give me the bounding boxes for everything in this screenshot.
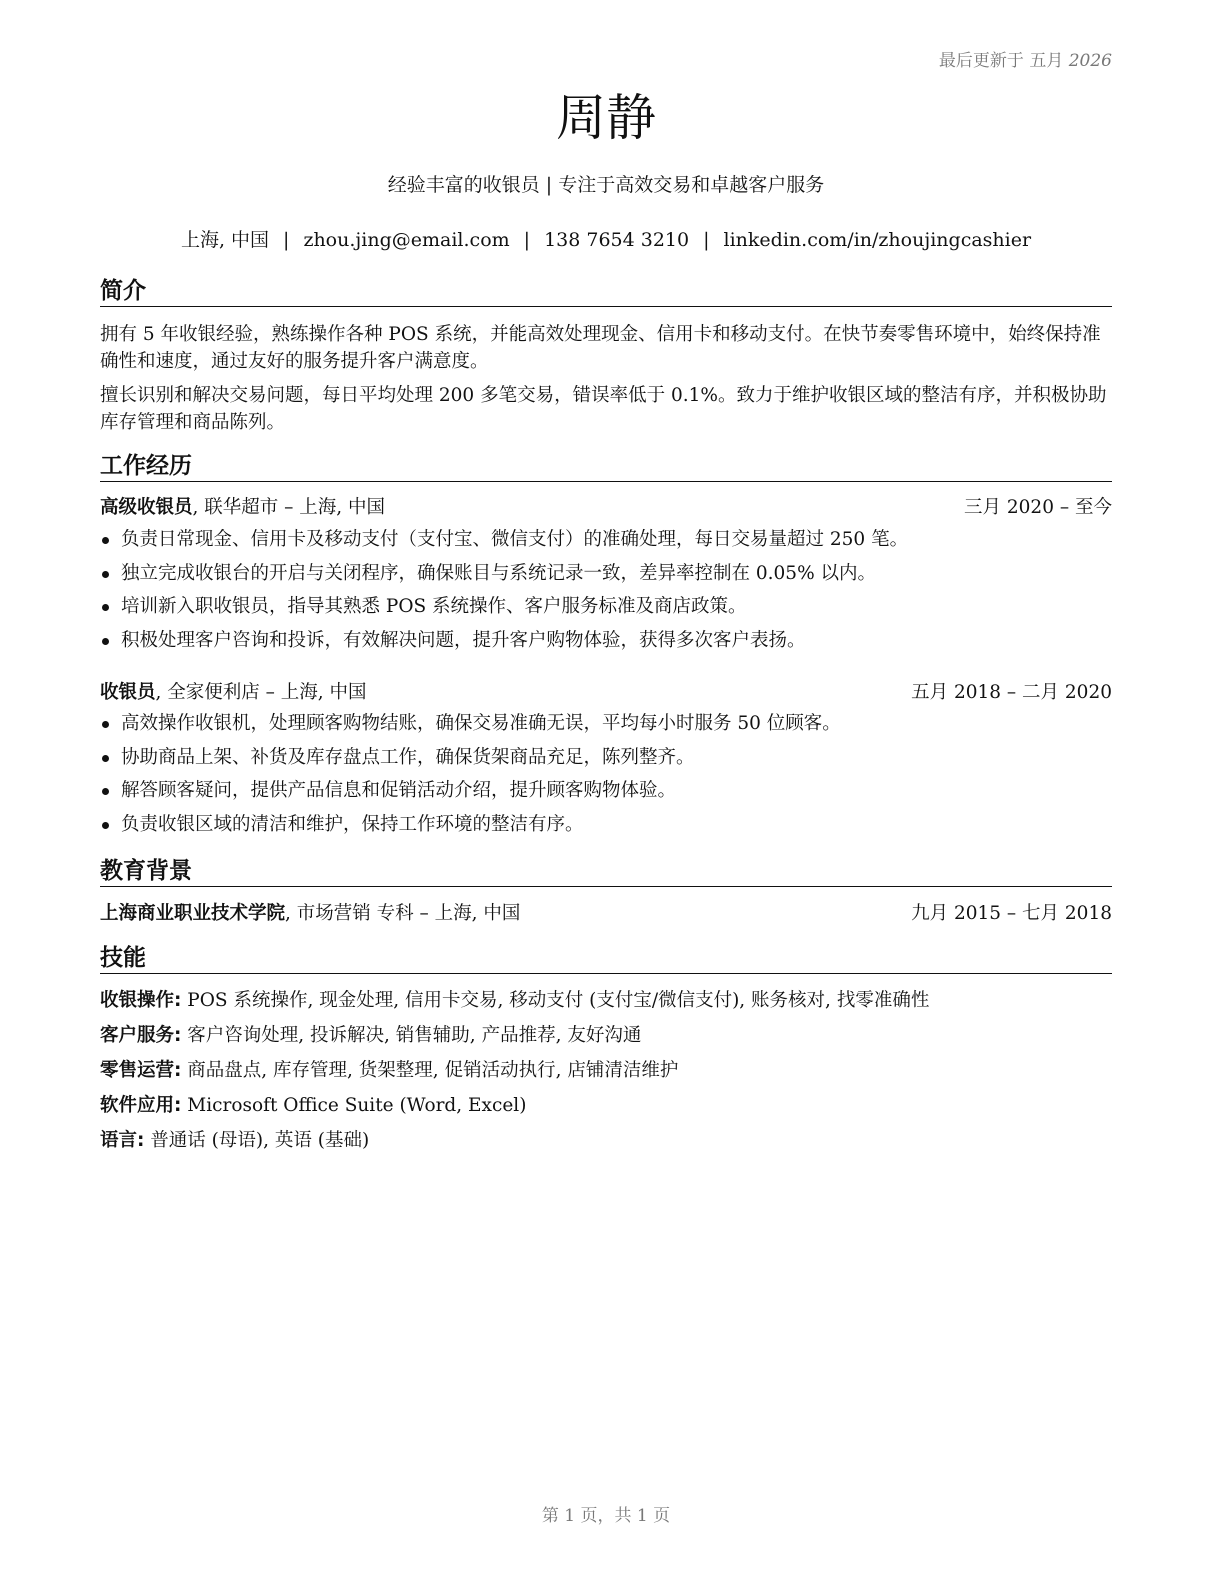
skill-label: 客户服务: [100, 1025, 182, 1046]
skill-label: 零售运营: [100, 1060, 182, 1081]
bullet-text: 负责日常现金、信用卡及移动支付（支付宝、微信支付）的准确处理，每日交易量超过 250 笔。 [121, 529, 909, 550]
job-details: , 联华超市 – 上海, 中国 [192, 497, 386, 518]
job-header [100, 494, 1112, 522]
skill-value: Microsoft Office Suite (Word, Excel) [181, 1095, 527, 1116]
skill-label: 软件应用: [100, 1095, 182, 1116]
job-dates: 五月 2018 – 二月 2020 [911, 682, 1112, 703]
bullet-dot-icon [102, 638, 109, 645]
bullet-text: 协助商品上架、补货及库存盘点工作，确保货架商品充足，陈列整齐。 [121, 746, 695, 768]
bullet-text: 积极处理客户咨询和投诉，有效解决问题，提升客户购物体验，获得多次客户表扬。 [121, 629, 806, 651]
section-title-summary: 简介 [100, 277, 1112, 307]
contact-separator: | [283, 229, 290, 251]
skill-value: 商品盘点, 库存管理, 货架整理, 促销活动执行, 店铺清洁维护 [181, 1060, 679, 1081]
contact-separator: | [523, 229, 531, 251]
skill-row [100, 1057, 1112, 1092]
skill-value: 客户咨询处理, 投诉解决, 销售辅助, 产品推荐, 友好沟通 [181, 1025, 642, 1046]
contact-line [100, 225, 1112, 252]
summary-paragraph: 拥有 5 年收银经验，熟练操作各种 POS 系统，并能高效处理现金、信用卡和移动支付。在快节奏零售环境中，始终保持准确性和速度，通过友好的服务提升客户满意度。 [100, 324, 1101, 372]
skill-label: 语言: [100, 1130, 145, 1151]
job-bullets [100, 710, 1112, 844]
bullet-dot-icon [102, 604, 109, 611]
education-school: 上海商业职业技术学院 [100, 903, 286, 924]
page-number-footer: 第 1 页，共 1 页 [541, 1506, 671, 1526]
bullet-dot-icon [102, 571, 109, 578]
bullet-text: 负责收银区域的清洁和维护，保持工作环境的整洁有序。 [121, 813, 584, 835]
section-title-experience: 工作经历 [100, 452, 1112, 482]
bullet-dot-icon [102, 755, 109, 762]
bullet-dot-icon [102, 721, 109, 728]
job-bullet [100, 811, 1112, 845]
resume-page [100, 0, 1112, 1584]
skill-row [100, 1022, 1112, 1057]
skill-row [100, 987, 1112, 1022]
bullet-dot-icon [102, 788, 109, 795]
job-bullet [100, 560, 1112, 594]
job-dates: 三月 2020 – 至今 [964, 497, 1112, 518]
skill-value: 普通话 (母语), 英语 (基础) [144, 1130, 370, 1151]
bullet-text: 独立完成收银台的开启与关闭程序，确保账目与系统记录一致，差异率控制在 0.05% 以内。 [121, 562, 877, 584]
job-bullet [100, 627, 1112, 661]
job-role: 高级收银员 [100, 497, 193, 518]
skill-value: POS 系统操作, 现金处理, 信用卡交易, 移动支付 (支付宝/微信支付), 账务核对, 找零准确性 [181, 990, 930, 1011]
job-bullet [100, 710, 1112, 744]
contact-email[interactable]: zhou.jing@email.com [303, 229, 510, 251]
education-dates: 九月 2015 – 七月 2018 [911, 903, 1112, 924]
section-title-education: 教育背景 [100, 857, 1112, 887]
education-entry [100, 900, 1112, 928]
skills-list [100, 987, 1112, 1162]
bullet-text: 解答顾客疑问，提供产品信息和促销活动介绍，提升顾客购物体验。 [121, 780, 677, 801]
job-bullets [100, 526, 1112, 660]
job-details: , 全家便利店 – 上海, 中国 [155, 682, 367, 703]
candidate-name: 周静 [556, 89, 656, 147]
last-updated-year: 2026 [1068, 51, 1112, 71]
bullet-text: 培训新入职收银员，指导其熟悉 POS 系统操作、客户服务标准及商店政策。 [121, 596, 747, 617]
skill-label: 收银操作: [100, 990, 182, 1011]
job-bullet [100, 593, 1112, 627]
summary-paragraph: 擅长识别和解决交易问题，每日平均处理 200 多笔交易，错误率低于 0.1%。致力于维护收银区域的整洁有序，并积极协助库存管理和商品陈列。 [100, 385, 1107, 433]
candidate-headline: 经验丰富的收银员 | 专注于高效交易和卓越客户服务 [387, 174, 825, 196]
last-updated [939, 46, 1112, 71]
bullet-text: 高效操作收银机，处理顾客购物结账，确保交易准确无误，平均每小时服务 50 位顾客。 [121, 713, 841, 734]
skill-row [100, 1092, 1112, 1127]
education-details: , 市场营销 专科 – 上海, 中国 [285, 903, 521, 924]
bullet-dot-icon [102, 537, 109, 544]
section-title-skills: 技能 [100, 944, 1112, 974]
last-updated-label: 最后更新于 五月 [938, 51, 1064, 71]
contact-linkedin[interactable]: linkedin.com/in/zhoujingcashier [723, 229, 1032, 251]
contact-separator: | [703, 229, 710, 251]
job-bullet [100, 526, 1112, 560]
contact-location: 上海, 中国 [180, 229, 270, 251]
job-bullet [100, 744, 1112, 778]
job-header [100, 679, 1112, 707]
skill-row [100, 1127, 1112, 1162]
contact-phone[interactable]: 138 7654 3210 [544, 229, 690, 251]
job-bullet [100, 777, 1112, 811]
bullet-dot-icon [102, 822, 109, 829]
job-role: 收银员 [100, 682, 156, 703]
